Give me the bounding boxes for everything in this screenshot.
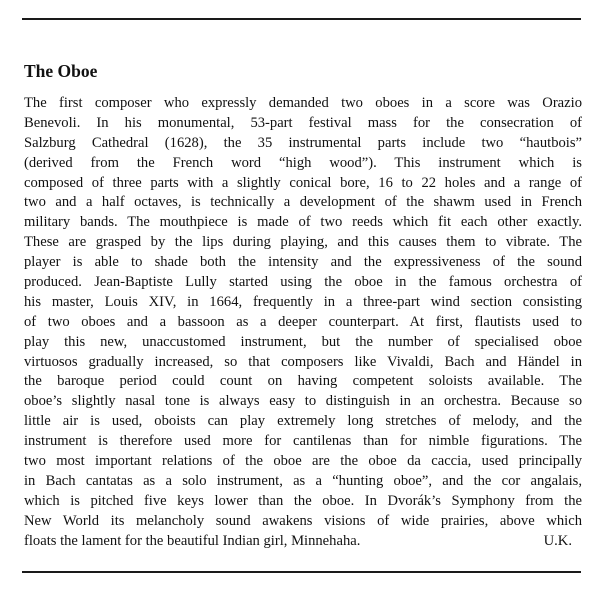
- body-line: The first composer who expressly demanded two oboes in a score was Orazio: [24, 95, 582, 111]
- body-line: composed of three parts with a slightly conical bore, 16 to 22 holes and a range of: [24, 174, 582, 191]
- body-line: of two oboes and a bassoon as a deeper counterpart. At first, flautists used to: [24, 313, 582, 330]
- body-line: the baroque period could count on having competent soloists available. The: [24, 373, 582, 390]
- body-line: player is able to shade both the intensity and the expressiveness of the sound: [24, 254, 582, 271]
- body-line: two most important relations of the oboe are the oboe da caccia, used principally: [24, 453, 582, 470]
- body-line: in Bach cantatas as a solo instrument, as a “hunting oboe”, and the cor angalais,: [24, 472, 582, 489]
- article-body: [24, 94, 582, 551]
- body-line: military bands. The mouthpiece is made of two reeds which fit each other exactly.: [24, 214, 582, 231]
- body-line: floats the lament for the beautiful Indian girl, Minnehaha.: [24, 532, 361, 549]
- body-line-last: [24, 532, 582, 552]
- body-line: oboe’s slightly nasal tone is always easy to distinguish in an orchestra. Because so: [24, 393, 582, 410]
- body-line: produced. Jean-Baptiste Lully started using the oboe in the famous orchestra of: [24, 274, 582, 291]
- body-line: These are grasped by the lips during playing, and this causes them to vibrate. The: [24, 234, 582, 251]
- body-line: play this new, unaccustomed instrument, but the number of specialised oboe: [24, 333, 582, 350]
- body-line: which is pitched five keys lower than the oboe. In Dvorák’s Symphony from the: [24, 492, 582, 509]
- body-line: his master, Louis XIV, in 1664, frequently in a three-part wind section consisting: [24, 293, 582, 310]
- body-line: virtuosos gradually increased, so that composers like Vivaldi, Bach and Händel in: [24, 353, 582, 370]
- article-title: The Oboe: [24, 61, 98, 81]
- body-line: Benevoli. In his monumental, 53-part festival mass for the consecration of: [24, 114, 582, 131]
- top-rule: [22, 18, 581, 20]
- body-line: Salzburg Cathedral (1628), the 35 instrumental parts include two “hautbois”: [24, 134, 582, 151]
- body-line: two and a half octaves, is technically a development of the shawm used in French: [24, 194, 582, 211]
- body-line: (derived from the French word “high wood”). This instrument which is: [24, 154, 582, 171]
- bottom-rule: [22, 571, 581, 573]
- author-signature: U.K.: [543, 532, 572, 549]
- body-line: instrument is therefore used more for cantilenas than for nimble figurations. The: [24, 433, 582, 450]
- body-line: New World its melancholy sound awakens visions of wide prairies, above which: [24, 512, 582, 529]
- body-line: little air is used, oboists can play extremely long stretches of melody, and the: [24, 413, 582, 430]
